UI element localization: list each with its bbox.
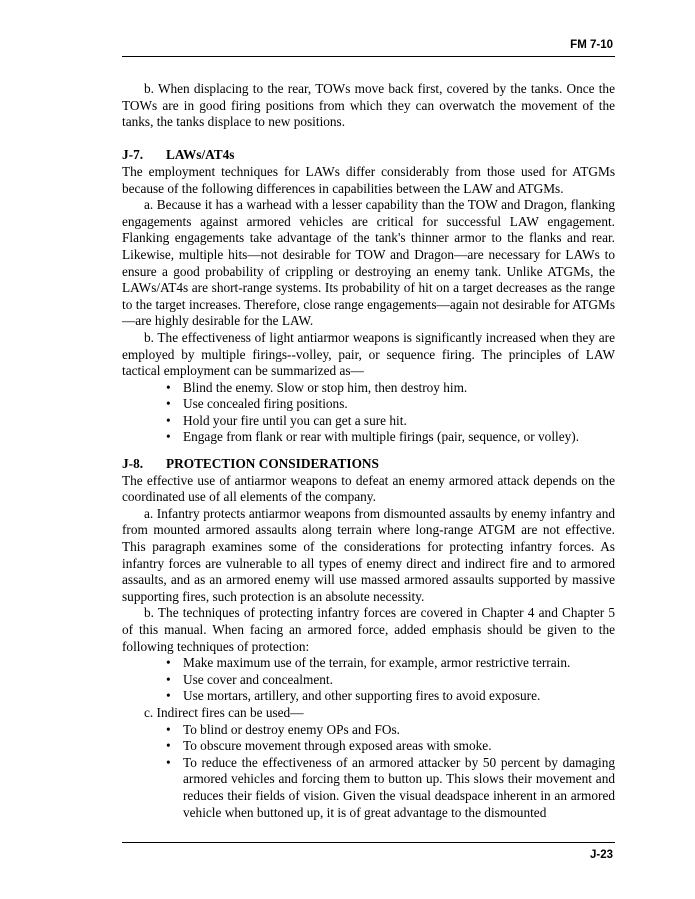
list-item: • Make maximum use of the terrain, for example, armor restrictive terrain. (166, 655, 571, 671)
section-heading-j7 (122, 147, 615, 164)
bullet-icon: • (166, 412, 171, 428)
bullet-icon: • (166, 379, 171, 395)
paragraph-c: c. Indirect fires can be used— (144, 704, 304, 720)
paragraph-b-displacing: b. When displacing to the rear, TOWs move back first, covered by the tanks. Once the TOWs are in good firing positions from which they can overwatch the movement of the tanks, the tanks displace to new positions. (122, 81, 615, 130)
section-number: J-8. (122, 456, 144, 472)
bullet-icon: • (166, 721, 171, 737)
list-item: • Use cover and concealment. (166, 671, 333, 687)
section-heading-j8 (122, 456, 615, 473)
section-title: LAWs/AT4s (166, 147, 235, 163)
bullet-icon: • (166, 688, 171, 704)
page-footer (122, 842, 615, 861)
list-item: • To obscure movement through exposed areas with smoke. (166, 738, 492, 754)
bullet-icon: • (166, 655, 171, 671)
section-lead: The effective use of antiarmor weapons to defeat an enemy armored attack depends on the coordinated use of all elements of the company. (122, 472, 615, 505)
list-item: • To reduce the effectiveness of an armored attacker by 50 percent by damaging armored vehicles and forcing them to button up. This slows their movement and reduces their fields of vision. Given the visual deadspace inherent in an armored vehicle when buttoned up, it is of great advantage to the dismounted (166, 754, 615, 820)
section-title: PROTECTION CONSIDERATIONS (166, 456, 379, 472)
page-header (122, 38, 615, 57)
list-item: • Use mortars, artillery, and other supporting fires to avoid exposure. (166, 688, 541, 704)
bullet-icon: • (166, 738, 171, 754)
list-item: • Blind the enemy. Slow or stop him, then destroy him. (166, 379, 468, 395)
bullet-icon: • (166, 396, 171, 412)
manual-code: FM 7-10 (570, 39, 613, 51)
paragraph-a: a. Because it has a warhead with a lesser capability than the TOW and Dragon, flanking engagements against armored vehicles are critical for successful LAW engagement. Flanking engagements take advantage of the tank's thinner armor to the flanks and rear. Likewise, multiple hits—not desirable for TOW and Dragon—are necessary for LAWs to ensure a good probability of crippling or destroying an enemy tank. Unlike ATGMs, the LAWs/AT4s are short-range systems. Its probability of hit on a target decreases as the range to the target increases. Therefore, close range engagements—again not desirable for ATGMs—are highly desirable for the LAW. (122, 197, 615, 329)
section-number: J-7. (122, 147, 144, 163)
list-item: • To blind or destroy enemy OPs and FOs. (166, 721, 400, 737)
bullet-list-law-principles (122, 380, 615, 446)
paragraph-b: b. The effectiveness of light antiarmor weapons is significantly increased when they are employed by multiple firings--volley, pair, or sequence firing. The principles of LAW tactical employment can be summarized as— (122, 329, 615, 379)
bullet-icon: • (166, 429, 171, 445)
bullet-list-protection (122, 655, 615, 705)
paragraph-a: a. Infantry protects antiarmor weapons from dismounted assaults by enemy infantry and from mounted armored assaults along terrain where long-range ATGM are not effective. This paragraph examines some of the considerations for protecting infantry forces. As infantry forces are vulnerable to all types of enemy direct and indirect fire and to armored assaults, and as an armored enemy will use massed armored assaults supported by massive supporting fires, such protection is an absolute necessity. (122, 505, 615, 604)
bullet-icon: • (166, 671, 171, 687)
list-item: • Hold your fire until you can get a sure hit. (166, 412, 407, 428)
list-item: • Use concealed firing positions. (166, 396, 348, 412)
paragraph-b: b. The techniques of protecting infantry forces are covered in Chapter 4 and Chapter 5 of this manual. When facing an armored force, added emphasis should be given to the following techniques of protection: (122, 605, 615, 654)
bullet-icon: • (166, 754, 171, 770)
bullet-list-indirect-fires (122, 722, 615, 822)
page-body (122, 81, 615, 821)
section-lead: The employment techniques for LAWs differ considerably from those used for ATGMs because of the following differences in capabilities between the LAW and ATGMs. (122, 163, 615, 196)
page-number: J-23 (589, 849, 613, 861)
list-item: • Engage from flank or rear with multiple firings (pair, sequence, or volley). (166, 429, 580, 445)
